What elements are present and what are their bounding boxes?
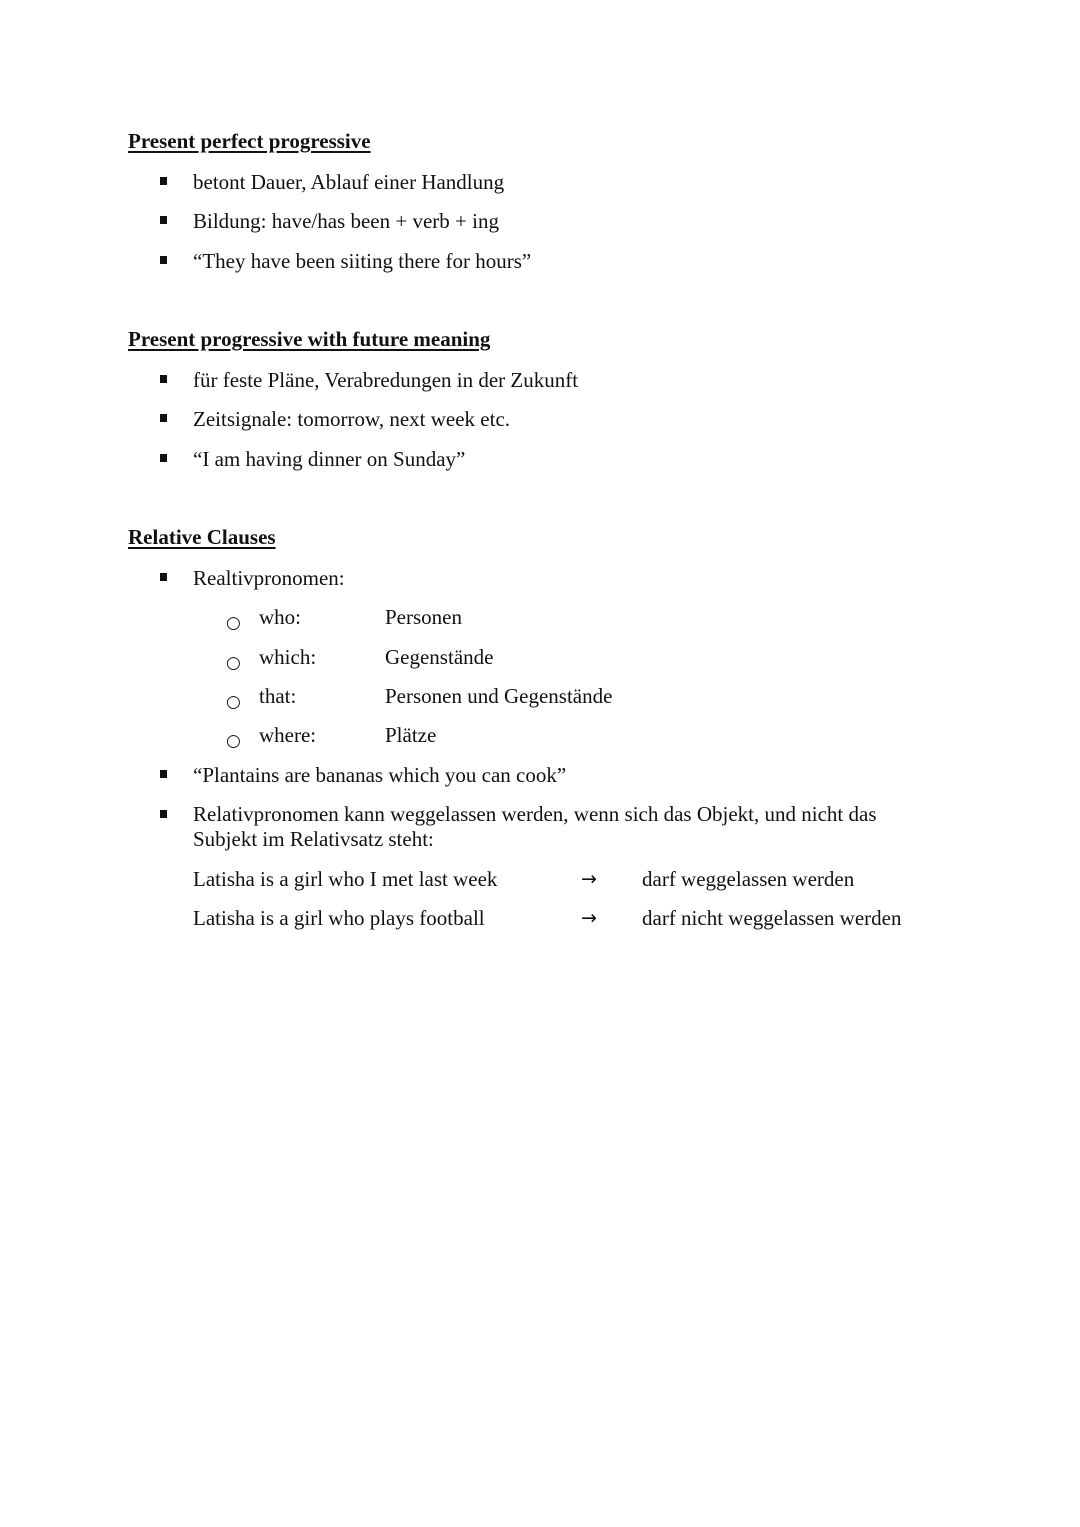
pronoun-term: where: (259, 723, 317, 747)
list-item-text: “They have been siiting there for hours” (193, 249, 532, 273)
square-bullet-icon (160, 177, 167, 185)
square-bullet-icon (160, 810, 167, 818)
example-sentence: Latisha is a girl who I met last week (193, 867, 498, 891)
pronoun-meaning: Plätze (385, 723, 437, 747)
pronoun-meaning: Gegenstände (385, 645, 494, 669)
pronoun-term: who: (259, 605, 301, 629)
square-bullet-icon (160, 454, 167, 462)
pronoun-term: which: (259, 645, 317, 669)
list-item-text: “Plantains are bananas which you can cook” (193, 763, 567, 787)
right-arrow-icon: → (581, 868, 597, 890)
circle-bullet-icon: ○ (226, 731, 241, 751)
pronoun-meaning: Personen (385, 605, 462, 629)
section-heading-present-progressive-future: Present progressive with future meaning (128, 327, 491, 351)
square-bullet-icon (160, 216, 167, 224)
list-item-text: für feste Pläne, Verabredungen in der Zukunft (193, 368, 579, 392)
circle-bullet-icon: ○ (226, 653, 241, 673)
right-arrow-icon: → (581, 907, 597, 929)
section-heading-present-perfect-progressive: Present perfect progressive (128, 129, 371, 153)
list-item-text: Realtivpronomen: (193, 566, 345, 590)
square-bullet-icon (160, 414, 167, 422)
section-heading-relative-clauses: Relative Clauses (128, 525, 276, 549)
example-result: darf weggelassen werden (642, 867, 855, 891)
circle-bullet-icon: ○ (226, 613, 241, 633)
square-bullet-icon (160, 770, 167, 778)
list-item-text: betont Dauer, Ablauf einer Handlung (193, 170, 505, 194)
square-bullet-icon (160, 573, 167, 581)
pronoun-term: that: (259, 684, 297, 708)
circle-bullet-icon: ○ (226, 692, 241, 712)
pronoun-meaning: Personen und Gegenstände (385, 684, 613, 708)
square-bullet-icon (160, 375, 167, 383)
example-result: darf nicht weggelassen werden (642, 906, 902, 930)
list-item-text: Relativpronomen kann weggelassen werden, wenn sich das Objekt, und nicht das Subjekt im Relativsatz steht: (193, 802, 877, 851)
list-item-text: Bildung: have/has been + verb + ing (193, 209, 499, 233)
square-bullet-icon (160, 256, 167, 264)
list-item-text: “I am having dinner on Sunday” (193, 447, 466, 471)
list-item-text: Zeitsignale: tomorrow, next week etc. (193, 407, 511, 431)
example-sentence: Latisha is a girl who plays football (193, 906, 485, 930)
